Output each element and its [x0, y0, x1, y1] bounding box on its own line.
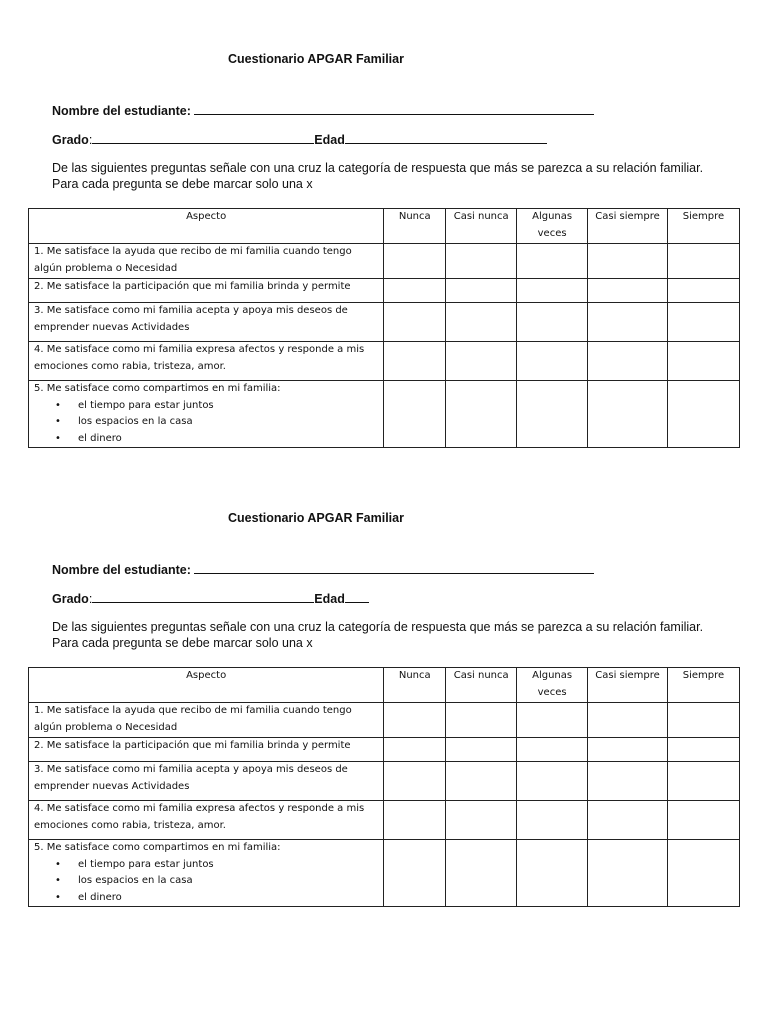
question-5 — [29, 381, 384, 448]
answer-cell[interactable] — [384, 279, 446, 303]
answer-cell[interactable] — [668, 703, 740, 738]
table-row — [29, 303, 740, 342]
question-1: 1. Me satisface la ayuda que recibo de mi familia cuando tengo algún problema o Necesidad — [29, 244, 384, 279]
header-algunas-veces: Algunas veces — [517, 209, 588, 244]
answer-cell[interactable] — [588, 840, 668, 907]
header-casi-nunca: Casi nunca — [446, 209, 517, 244]
answer-cell[interactable] — [668, 738, 740, 762]
answer-cell[interactable] — [668, 762, 740, 801]
answer-cell[interactable] — [384, 342, 446, 381]
edad-label: Edad — [314, 592, 345, 606]
answer-cell[interactable] — [588, 801, 668, 840]
header-siempre: Siempre — [668, 209, 740, 244]
answer-cell[interactable] — [668, 244, 740, 279]
grado-field[interactable] — [92, 590, 314, 603]
student-name-field[interactable] — [194, 102, 594, 115]
answer-cell[interactable] — [517, 279, 588, 303]
question-5 — [29, 840, 384, 907]
student-name-label: Nombre del estudiante: — [52, 104, 191, 118]
table-row — [29, 381, 740, 448]
answer-cell[interactable] — [446, 703, 517, 738]
answer-cell[interactable] — [446, 801, 517, 840]
answer-cell[interactable] — [517, 303, 588, 342]
answer-cell[interactable] — [384, 762, 446, 801]
list-item: • el tiempo para estar juntos — [78, 398, 378, 415]
answer-cell[interactable] — [446, 738, 517, 762]
table-row — [29, 703, 740, 738]
question-3: 3. Me satisface como mi familia acepta y apoya mis deseos de emprender nuevas Actividades — [29, 762, 384, 801]
header-aspecto: Aspecto — [29, 209, 384, 244]
answer-cell[interactable] — [446, 762, 517, 801]
answer-cell[interactable] — [384, 303, 446, 342]
answer-cell[interactable] — [384, 801, 446, 840]
answer-cell[interactable] — [588, 342, 668, 381]
student-name-row — [52, 561, 594, 577]
instructions-line-2: Para cada pregunta se debe marcar solo una x — [52, 636, 313, 650]
instructions-line-1: De las siguientes preguntas señale con una cruz la categoría de respuesta que más se parezca a su relación familiar. — [52, 620, 704, 634]
answer-cell[interactable] — [384, 703, 446, 738]
question-2: 2. Me satisface la participación que mi familia brinda y permite — [29, 738, 384, 762]
table-row — [29, 279, 740, 303]
table-header-row — [29, 668, 740, 703]
answer-cell[interactable] — [588, 703, 668, 738]
list-item: • los espacios en la casa — [78, 414, 378, 431]
question-1: 1. Me satisface la ayuda que recibo de mi familia cuando tengo algún problema o Necesidad — [29, 703, 384, 738]
table-row — [29, 342, 740, 381]
instructions — [52, 619, 703, 651]
question-5-intro: 5. Me satisface como compartimos en mi familia: — [34, 383, 281, 394]
answer-cell[interactable] — [668, 342, 740, 381]
grado-edad-row — [52, 590, 369, 606]
answer-cell[interactable] — [446, 279, 517, 303]
answer-cell[interactable] — [588, 244, 668, 279]
answer-cell[interactable] — [668, 279, 740, 303]
header-algunas-veces: Algunas veces — [517, 668, 588, 703]
edad-field[interactable] — [345, 131, 547, 144]
grado-label: Grado — [52, 133, 89, 147]
grado-colon: : — [88, 133, 93, 147]
list-item: • el tiempo para estar juntos — [78, 857, 378, 874]
question-5-items — [34, 857, 378, 907]
answer-cell[interactable] — [384, 244, 446, 279]
header-casi-siempre: Casi siempre — [588, 209, 668, 244]
header-casi-siempre: Casi siempre — [588, 668, 668, 703]
header-siempre: Siempre — [668, 668, 740, 703]
list-item: • el dinero — [78, 890, 378, 907]
apgar-table — [28, 667, 740, 907]
answer-cell[interactable] — [384, 381, 446, 448]
answer-cell[interactable] — [668, 381, 740, 448]
list-item: • los espacios en la casa — [78, 873, 378, 890]
answer-cell[interactable] — [384, 840, 446, 907]
answer-cell[interactable] — [517, 762, 588, 801]
answer-cell[interactable] — [446, 303, 517, 342]
table-header-row — [29, 209, 740, 244]
edad-field[interactable] — [345, 590, 369, 603]
grado-edad-row — [52, 131, 547, 147]
instructions-line-1: De las siguientes preguntas señale con una cruz la categoría de respuesta que más se parezca a su relación familiar. — [52, 161, 704, 175]
answer-cell[interactable] — [446, 342, 517, 381]
header-nunca: Nunca — [384, 668, 446, 703]
instructions-line-2: Para cada pregunta se debe marcar solo una x — [52, 177, 313, 191]
form-title: Cuestionario APGAR Familiar — [228, 52, 404, 66]
answer-cell[interactable] — [588, 279, 668, 303]
questionnaire-form-1 — [0, 52, 768, 512]
instructions — [52, 160, 703, 192]
list-item: • el dinero — [78, 431, 378, 448]
answer-cell[interactable] — [517, 342, 588, 381]
table-row — [29, 840, 740, 907]
edad-label: Edad — [314, 133, 345, 147]
grado-label: Grado — [52, 592, 89, 606]
table-row — [29, 801, 740, 840]
answer-cell[interactable] — [668, 303, 740, 342]
question-2: 2. Me satisface la participación que mi familia brinda y permite — [29, 279, 384, 303]
answer-cell[interactable] — [517, 244, 588, 279]
answer-cell[interactable] — [517, 703, 588, 738]
apgar-table — [28, 208, 740, 448]
answer-cell[interactable] — [517, 381, 588, 448]
student-name-label: Nombre del estudiante: — [52, 563, 191, 577]
grado-colon: : — [88, 592, 93, 606]
answer-cell[interactable] — [446, 840, 517, 907]
answer-cell[interactable] — [517, 738, 588, 762]
question-5-intro: 5. Me satisface como compartimos en mi familia: — [34, 842, 281, 853]
student-name-field[interactable] — [194, 561, 594, 574]
question-5-items — [34, 398, 378, 448]
header-casi-nunca: Casi nunca — [446, 668, 517, 703]
question-4: 4. Me satisface como mi familia expresa afectos y responde a mis emociones como rabia, tristeza, amor. — [29, 342, 384, 381]
table-row — [29, 244, 740, 279]
header-aspecto: Aspecto — [29, 668, 384, 703]
answer-cell[interactable] — [446, 381, 517, 448]
answer-cell[interactable] — [668, 840, 740, 907]
answer-cell[interactable] — [588, 738, 668, 762]
table-row — [29, 762, 740, 801]
question-3: 3. Me satisface como mi familia acepta y apoya mis deseos de emprender nuevas Actividades — [29, 303, 384, 342]
answer-cell[interactable] — [588, 303, 668, 342]
answer-cell[interactable] — [668, 801, 740, 840]
grado-field[interactable] — [92, 131, 314, 144]
answer-cell[interactable] — [384, 738, 446, 762]
answer-cell[interactable] — [517, 801, 588, 840]
answer-cell[interactable] — [588, 381, 668, 448]
form-title: Cuestionario APGAR Familiar — [228, 511, 404, 525]
student-name-row — [52, 102, 594, 118]
questionnaire-form-2 — [0, 511, 768, 971]
answer-cell[interactable] — [446, 244, 517, 279]
answer-cell[interactable] — [588, 762, 668, 801]
header-nunca: Nunca — [384, 209, 446, 244]
question-4: 4. Me satisface como mi familia expresa afectos y responde a mis emociones como rabia, tristeza, amor. — [29, 801, 384, 840]
answer-cell[interactable] — [517, 840, 588, 907]
table-row — [29, 738, 740, 762]
